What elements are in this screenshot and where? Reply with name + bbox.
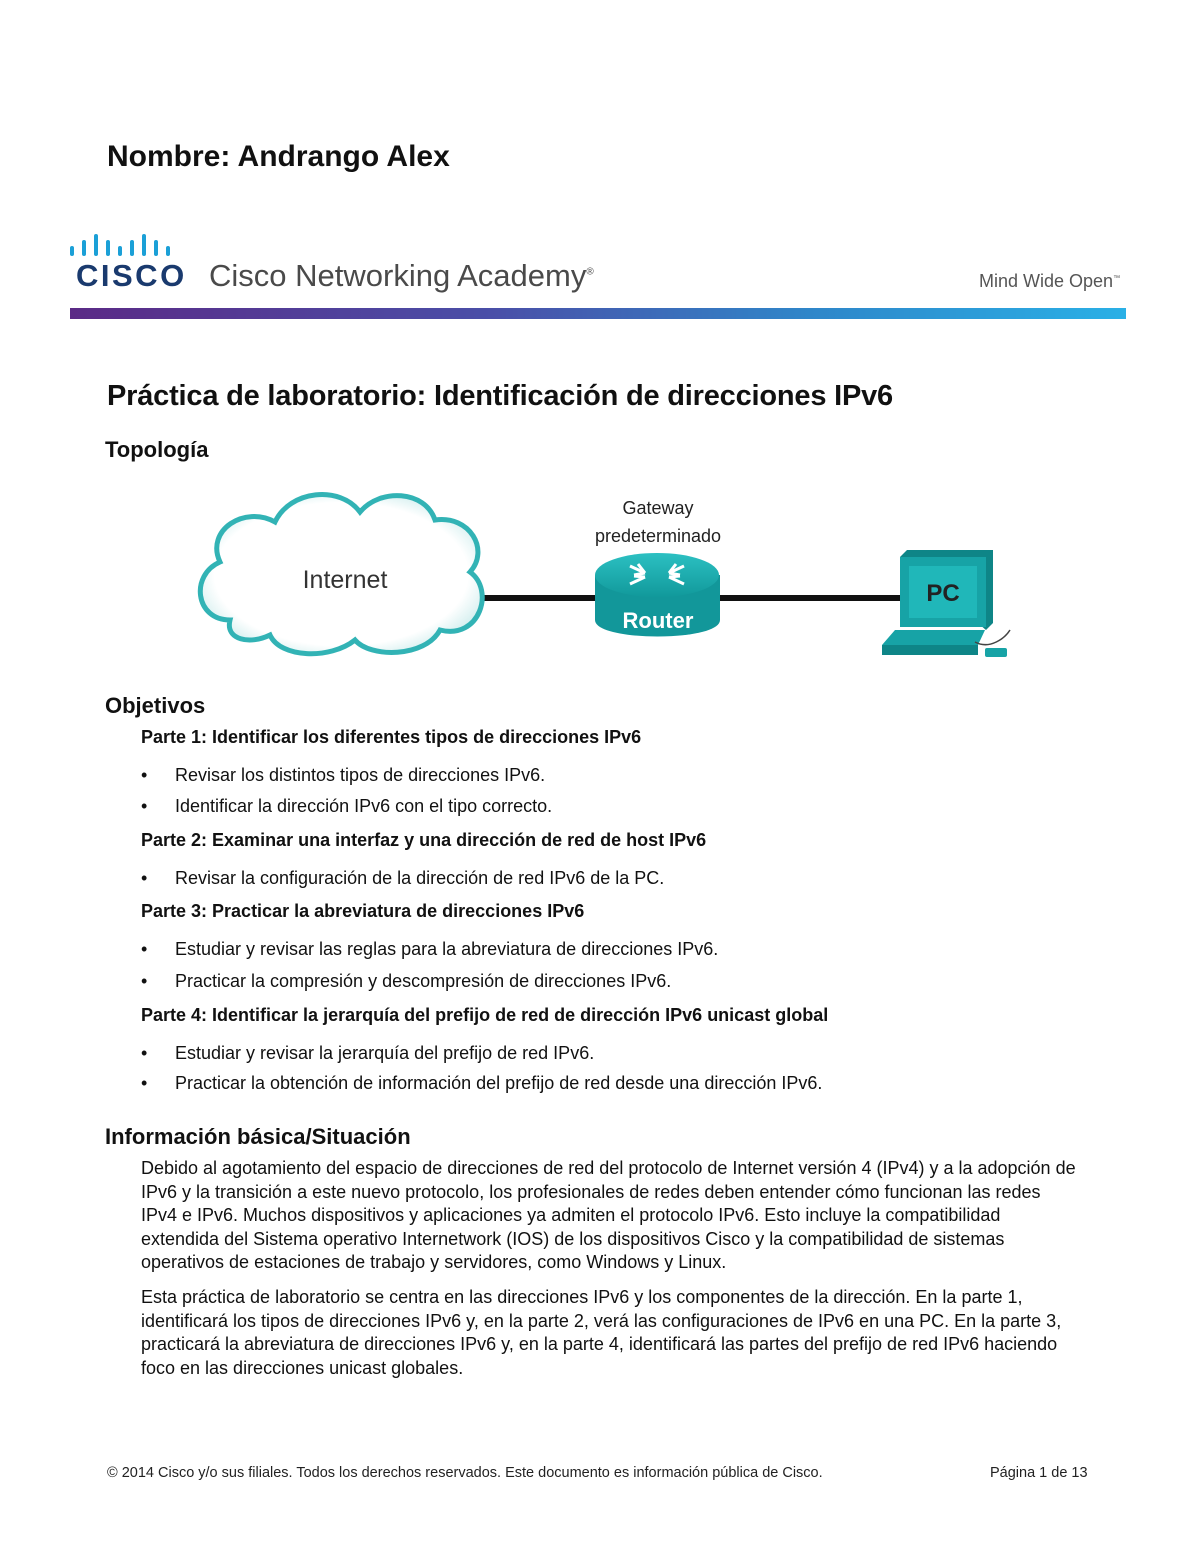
bullet-text: Revisar los distintos tipos de direcciones IPv6. (175, 765, 546, 785)
objective-bullet (141, 765, 1141, 786)
bullet-text: Practicar la obtención de información del prefijo de red desde una dirección IPv6. (175, 1073, 823, 1093)
footer-copyright: © 2014 Cisco y/o sus filiales. Todos los derechos reservados. Este documento es información pública de Cisco. (107, 1465, 823, 1481)
bullet-glyph: • (141, 1043, 148, 1063)
background-paragraph-1: Debido al agotamiento del espacio de direcciones de red del protocolo de Internet versión 4 (IPv4) y a la adopción de IPv6 y la transición a este nuevo protocolo, los profesionales de redes deben entender cómo funcionan las redes IPv4 e IPv6. Muchos dispositivos y aplicaciones ya admiten el protocolo IPv6. Esto incluye la compatibilidad extendida del Sistema operativo Internetwork (IOS) de los dispositivos Cisco y la compatibilidad de sistemas operativos de estaciones de trabajo y servidores, como Windows y Linux. (141, 1158, 1076, 1272)
bullet-glyph: • (141, 765, 148, 785)
objective-bullet (141, 868, 1141, 889)
bullet-glyph: • (141, 939, 148, 959)
header-gradient-bar (70, 308, 1126, 319)
objectives-heading: Objetivos (105, 693, 206, 718)
objective-bullet (141, 1073, 1141, 1094)
internet-cloud-label: Internet (302, 566, 388, 594)
pc-label: PC (926, 580, 960, 607)
academy-title (209, 258, 594, 294)
bullet-glyph: • (141, 1073, 148, 1093)
objective-part-2-title: Parte 2: Examinar una interfaz y una dirección de red de host IPv6 (141, 830, 707, 850)
background-paragraph-2: Esta práctica de laboratorio se centra en las direcciones IPv6 y los componentes de la dirección. En la parte 1, identificará los tipos de direcciones IPv6 y, en la parte 2, verá las configuraciones de IPv6 en una PC. En la parte 3, practicará la abreviatura de direcciones IPv6 y, en la parte 4, identificará las partes del prefijo de red IPv6 haciendo foco en las direcciones unicast globales. (141, 1287, 1062, 1378)
router-label: Router (622, 608, 694, 633)
tagline-text: Mind Wide Open (979, 271, 1114, 291)
academy-registered-mark: ® (586, 266, 594, 278)
bullet-text: Practicar la compresión y descompresión de direcciones IPv6. (175, 971, 672, 991)
objective-part-3-title: Parte 3: Practicar la abreviatura de direcciones IPv6 (141, 901, 585, 921)
academy-name: Cisco Networking Academy (209, 258, 587, 293)
cisco-logo-wordmark: CISCO (76, 258, 187, 293)
background-heading: Información básica/Situación (105, 1124, 411, 1149)
footer-page-number: Página 1 de 13 (990, 1465, 1088, 1481)
bullet-glyph: • (141, 971, 148, 991)
gateway-label-line2: predeterminado (594, 526, 722, 546)
cisco-logo-bars-icon (68, 232, 180, 260)
objective-part-4-title: Parte 4: Identificar la jerarquía del prefijo de red de dirección IPv6 unicast global (141, 1005, 829, 1025)
topology-heading: Topología (105, 437, 209, 462)
objective-bullet (141, 796, 1141, 817)
bullet-glyph: • (141, 868, 148, 888)
objective-bullet (141, 971, 1141, 992)
bullet-text: Estudiar y revisar la jerarquía del prefijo de red IPv6. (175, 1043, 595, 1063)
bullet-text: Estudiar y revisar las reglas para la abreviatura de direcciones IPv6. (175, 939, 719, 959)
topology-diagram (190, 480, 1040, 675)
student-name: Nombre: Andrango Alex (107, 140, 450, 173)
tagline (979, 271, 1120, 292)
bullet-glyph: • (141, 796, 148, 816)
document-title: Práctica de laboratorio: Identificación de direcciones IPv6 (107, 380, 893, 412)
objective-bullet (141, 1043, 1141, 1064)
gateway-label-line1: Gateway (622, 498, 694, 518)
tagline-trademark: ™ (1113, 275, 1121, 282)
bullet-text: Revisar la configuración de la dirección de red IPv6 de la PC. (175, 868, 665, 888)
bullet-text: Identificar la dirección IPv6 con el tipo correcto. (175, 796, 553, 816)
objective-part-1-title: Parte 1: Identificar los diferentes tipos de direcciones IPv6 (141, 727, 642, 747)
objective-bullet (141, 939, 1141, 960)
